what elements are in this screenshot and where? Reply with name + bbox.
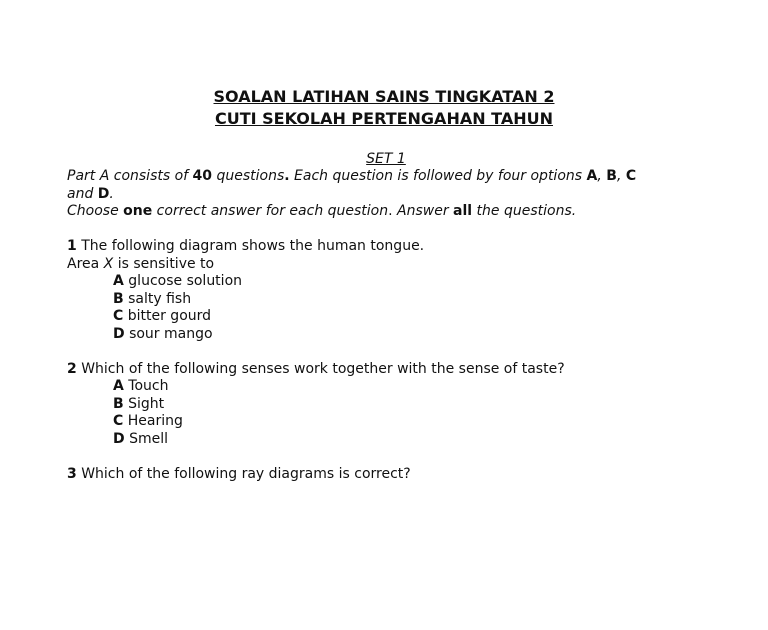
option-letter: C <box>113 308 124 324</box>
document-title: SOALAN LATIHAN SAINS TINGKATAN 2 <box>213 87 555 106</box>
instruction-text: , <box>597 168 607 184</box>
question-count: 40 <box>192 168 213 184</box>
question-1-stem <box>67 256 707 274</box>
question-2-option-c <box>67 413 707 431</box>
stem-variable: X <box>103 255 114 272</box>
option-text: bitter gourd <box>123 308 212 324</box>
instruction-emphasis-one: one <box>123 203 153 219</box>
set-heading: SET 1 <box>366 151 406 167</box>
question-number: 1 <box>67 238 77 254</box>
stem-text: is sensitive to <box>113 255 215 272</box>
instruction-text: the questions. <box>472 203 577 219</box>
option-letter: D <box>113 325 125 342</box>
instruction-emphasis-all: all <box>453 203 473 219</box>
option-text: sour mango <box>124 325 213 342</box>
question-2-option-d <box>67 431 707 449</box>
option-text: glucose solution <box>123 273 243 289</box>
option-letter: D <box>113 430 125 447</box>
instruction-text: . <box>109 185 114 202</box>
instruction-line-3 <box>67 203 707 221</box>
spacer <box>67 343 707 361</box>
option-text: Touch <box>123 378 169 394</box>
option-letter: A <box>113 378 124 394</box>
question-1-option-b <box>67 291 707 309</box>
option-letter-d: D <box>97 185 110 202</box>
question-2-option-b <box>67 396 707 414</box>
option-letter: B <box>113 395 124 412</box>
stem-text: Area <box>67 255 104 272</box>
instruction-punctuation: . <box>388 203 393 219</box>
question-1-option-d <box>67 326 707 344</box>
instruction-text: questions <box>212 168 285 184</box>
question-number: 3 <box>67 465 77 482</box>
option-text: Sight <box>123 395 165 412</box>
option-letter: B <box>113 290 124 307</box>
option-letter: A <box>113 273 124 289</box>
option-letter-c: C <box>625 168 637 184</box>
instruction-punctuation: . <box>284 168 290 184</box>
spacer <box>67 448 707 466</box>
instruction-text: Answer <box>392 203 454 219</box>
document-body <box>67 168 707 483</box>
option-letter-a: A <box>586 168 598 184</box>
question-2-option-a <box>67 378 707 396</box>
question-3 <box>67 466 707 484</box>
option-text: salty fish <box>123 290 192 307</box>
document-subtitle: CUTI SEKOLAH PERTENGAHAN TAHUN <box>214 109 553 128</box>
spacer <box>67 221 707 239</box>
instruction-text: Part A consists of <box>67 168 193 184</box>
option-letter: C <box>113 413 124 429</box>
instruction-text: and <box>67 185 98 202</box>
instruction-line-1 <box>67 168 707 186</box>
question-1-option-c <box>67 308 707 326</box>
instruction-text: correct answer for each question <box>152 203 389 219</box>
question-text: The following diagram shows the human tongue. <box>76 238 425 254</box>
instruction-text: Choose <box>67 203 124 219</box>
question-1 <box>67 238 707 256</box>
question-number: 2 <box>67 360 77 377</box>
instruction-text: Each question is followed by four options <box>289 168 587 184</box>
option-text: Hearing <box>123 413 183 429</box>
question-text: Which of the following ray diagrams is correct? <box>76 465 411 482</box>
question-text: Which of the following senses work together with the sense of taste? <box>76 360 565 377</box>
option-text: Smell <box>124 430 168 447</box>
instruction-line-2 <box>67 186 707 204</box>
instruction-text: , <box>616 168 626 184</box>
option-letter-b: B <box>606 168 617 184</box>
question-2 <box>67 361 707 379</box>
question-1-option-a <box>67 273 707 291</box>
